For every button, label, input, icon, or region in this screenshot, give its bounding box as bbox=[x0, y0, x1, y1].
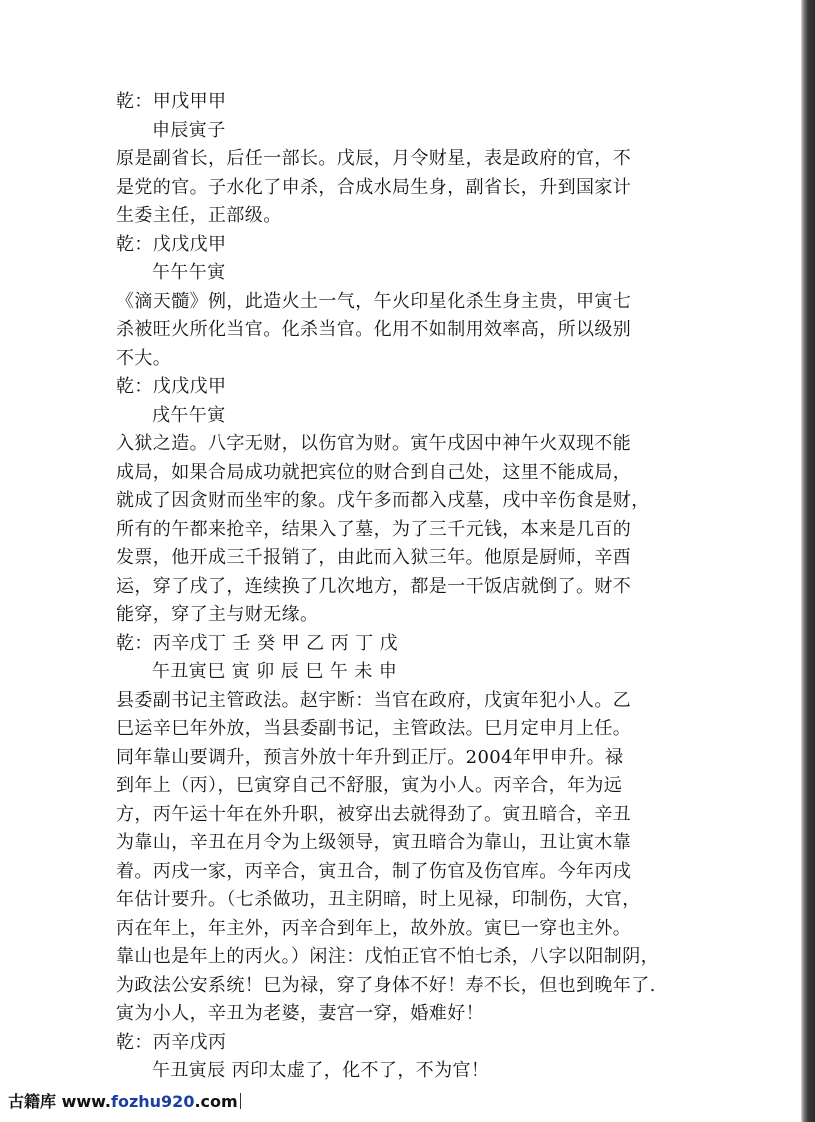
text-line: 寅为小人，辛丑为老婆，妻宫一穿，婚难好！ bbox=[116, 1003, 484, 1024]
text-line: 入狱之造。八字无财，以伤官为财。寅午戌因中神午火双现不能 bbox=[116, 433, 632, 454]
text-line: 成局，如果合局成功就把宾位的财合到自己处，这里不能成局， bbox=[116, 461, 632, 483]
document-body bbox=[116, 88, 701, 1086]
window-edge-scrollbar[interactable] bbox=[801, 0, 815, 1122]
text-line: 着。丙戌一家，丙辛合，寅丑合，制了伤官及伤官库。今年丙戌 bbox=[116, 860, 632, 882]
text-line: 发票，他开成三千报销了，由此而入狱三年。他原是厨师，辛酉 bbox=[116, 547, 632, 568]
text-cursor bbox=[240, 1093, 241, 1109]
text-line: 运，穿了戌了，连续换了几次地方，都是一干饭店就倒了。财不 bbox=[116, 575, 632, 597]
text-line: 巳运辛巳年外放，当县委副书记，主管政法。巳月定申月上任。 bbox=[116, 718, 632, 739]
text-line: 所有的午都来抢辛，结果入了墓，为了三千元钱，本来是几百的 bbox=[116, 518, 632, 540]
text-line: 生委主任，正部级。 bbox=[116, 205, 282, 226]
text-line: 原是副省长，后任一部长。戊辰，月令财星，表是政府的官，不 bbox=[116, 148, 632, 169]
text-line: 午午午寅 bbox=[152, 262, 226, 283]
text-line: 午丑寅辰 丙印太虚了，化不了，不为官！ bbox=[152, 1060, 490, 1081]
text-line: 申辰寅子 bbox=[152, 119, 226, 141]
text-line: 就成了因贪财而坐牢的象。戊午多而都入戌墓，戌中辛伤食是财， bbox=[116, 490, 650, 511]
text-line: 靠山也是年上的丙火。）闲注：戊怕正官不怕七杀，八字以阳制阴， bbox=[116, 946, 659, 967]
text-line: 乾：丙辛戊丁 壬 癸 甲 乙 丙 丁 戊 bbox=[116, 632, 399, 654]
text-line: 年估计要升。（七杀做功，丑主阴暗，时上见禄，印制伤，大官， bbox=[116, 889, 641, 910]
text-line: 方，丙午运十年在外升职，被穿出去就得劲了。寅丑暗合，辛丑 bbox=[116, 803, 632, 825]
watermark-url-prefix: www. bbox=[61, 1092, 111, 1111]
text-line: 乾：甲戊甲甲 bbox=[116, 91, 227, 112]
text-line: 杀被旺火所化当官。化杀当官。化用不如制用效率高，所以级别 bbox=[116, 319, 632, 340]
text-line: 能穿，穿了主与财无缘。 bbox=[116, 604, 319, 625]
text-line: 戌午午寅 bbox=[152, 404, 226, 426]
text-line: 县委副书记主管政法。赵宇断：当官在政府，戊寅年犯小人。乙 bbox=[116, 689, 632, 711]
text-line: 《滴天髓》例，此造火土一气，午火印星化杀生身主贵，甲寅七 bbox=[116, 290, 632, 312]
text-line: 乾：丙辛戊丙 bbox=[116, 1031, 227, 1053]
text-line: 不大。 bbox=[116, 347, 172, 369]
watermark-url bbox=[62, 1092, 238, 1111]
text-line: 丙在年上，年主外，丙辛合到年上，故外放。寅巳一穿也主外。 bbox=[116, 917, 632, 939]
text-line: 乾：戊戊戊甲 bbox=[116, 376, 227, 397]
watermark-brand: 古籍库 bbox=[8, 1092, 57, 1111]
text-line: 到年上（丙），巳寅穿自己不舒服，寅为小人。丙辛合，年为远 bbox=[116, 775, 623, 796]
text-line: 是党的官。子水化了申杀，合成水局生身，副省长，升到国家计 bbox=[116, 176, 632, 198]
text-line: 同年靠山要调升，预言外放十年升到正厅。2004年甲申升。禄 bbox=[116, 746, 624, 768]
text-line: 为政法公安系统！巳为禄，穿了身体不好！寿不长，但也到晚年了. bbox=[116, 974, 656, 996]
watermark-url-accent: fozhu920 bbox=[111, 1092, 195, 1111]
watermark-url-suffix: .com bbox=[194, 1092, 238, 1111]
text-line: 午丑寅巳 寅 卯 辰 巳 午 未 申 bbox=[152, 661, 398, 682]
text-line: 乾：戊戊戊甲 bbox=[116, 233, 227, 255]
watermark-footer bbox=[8, 1089, 241, 1112]
text-line: 为靠山，辛丑在月令为上级领导，寅丑暗合为靠山，丑让寅木靠 bbox=[116, 832, 632, 853]
